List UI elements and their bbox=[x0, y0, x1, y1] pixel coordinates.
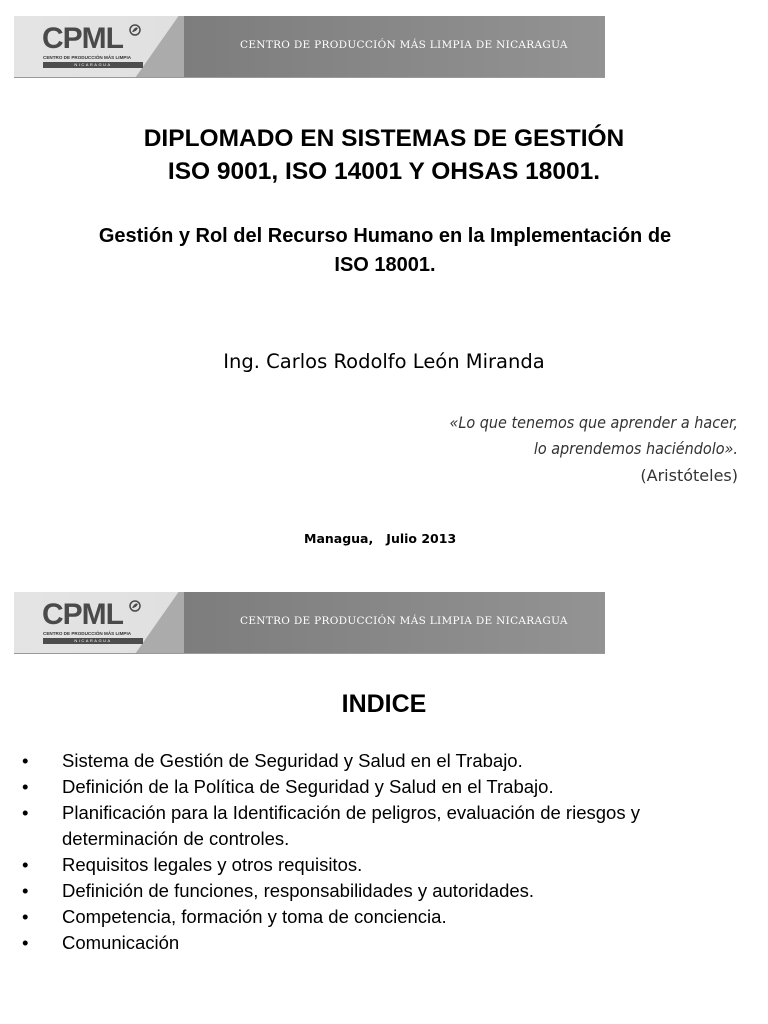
list-item-text: Definición de la Política de Seguridad y Salud en el Trabajo. bbox=[62, 776, 554, 797]
list-item-text: Definición de funciones, responsabilidades y autoridades. bbox=[62, 880, 535, 901]
header-banner bbox=[14, 16, 605, 78]
bullet: • bbox=[22, 776, 29, 797]
bullet: • bbox=[22, 880, 29, 901]
bullet: • bbox=[22, 932, 29, 953]
list-item bbox=[22, 930, 742, 956]
page-subtitle bbox=[40, 222, 730, 280]
list-item-text: Requisitos legales y otros requisitos. bbox=[62, 854, 363, 875]
title-line-2: ISO 9001, ISO 14001 Y OHSAS 18001. bbox=[167, 158, 601, 185]
list-item-text: Comunicación bbox=[62, 932, 180, 953]
page-title bbox=[0, 122, 768, 188]
quote bbox=[338, 410, 738, 462]
logo-country: NICARAGUA bbox=[43, 638, 143, 644]
list-item bbox=[22, 852, 742, 878]
logo-subtitle: CENTRO DE PRODUCCIÓN MÁS LIMPIA bbox=[43, 631, 132, 636]
bullet: • bbox=[22, 802, 29, 823]
place-date: Managua, Julio 2013 bbox=[304, 531, 457, 546]
author-name: Ing. Carlos Rodolfo León Miranda bbox=[223, 350, 545, 373]
subtitle-line-2: ISO 18001. bbox=[334, 254, 436, 276]
bullet: • bbox=[22, 854, 29, 875]
title-line-1: DIPLOMADO EN SISTEMAS DE GESTIÓN bbox=[143, 125, 625, 152]
list-item bbox=[22, 904, 742, 930]
header-banner-2 bbox=[14, 592, 605, 654]
bullet: • bbox=[22, 750, 29, 771]
quote-line-2: lo aprendemos haciéndolo». bbox=[533, 439, 738, 458]
cpml-logo bbox=[42, 22, 152, 70]
cpml-logo-leaf-icon bbox=[129, 600, 141, 612]
quote-line-1: «Lo que tenemos que aprender a hacer, bbox=[449, 413, 738, 432]
list-item-text: Sistema de Gestión de Seguridad y Salud en el Trabajo. bbox=[62, 750, 523, 771]
list-item bbox=[22, 800, 742, 852]
list-item bbox=[22, 878, 742, 904]
cpml-logo-leaf-icon bbox=[129, 24, 141, 36]
quote-author: (Aristóteles) bbox=[640, 466, 738, 485]
subtitle-line-1: Gestión y Rol del Recurso Humano en la Implementación de bbox=[98, 225, 672, 247]
index-title: INDICE bbox=[341, 690, 427, 718]
index-list bbox=[22, 748, 742, 956]
list-item-text: Competencia, formación y toma de conciencia. bbox=[62, 906, 447, 927]
banner-tagline: CENTRO DE PRODUCCIÓN MÁS LIMPIA DE NICARAGUA bbox=[240, 39, 568, 51]
logo-country: NICARAGUA bbox=[43, 62, 143, 68]
cpml-logo bbox=[42, 598, 152, 646]
list-item-text: Planificación para la Identificación de peligros, evaluación de riesgos y determinación de controles. bbox=[62, 802, 640, 849]
banner-tagline: CENTRO DE PRODUCCIÓN MÁS LIMPIA DE NICARAGUA bbox=[240, 615, 568, 627]
logo-subtitle: CENTRO DE PRODUCCIÓN MÁS LIMPIA bbox=[43, 55, 132, 60]
list-item bbox=[22, 748, 742, 774]
bullet: • bbox=[22, 906, 29, 927]
list-item bbox=[22, 774, 742, 800]
logo-wordmark: CPML bbox=[42, 22, 123, 55]
logo-wordmark: CPML bbox=[42, 598, 123, 631]
